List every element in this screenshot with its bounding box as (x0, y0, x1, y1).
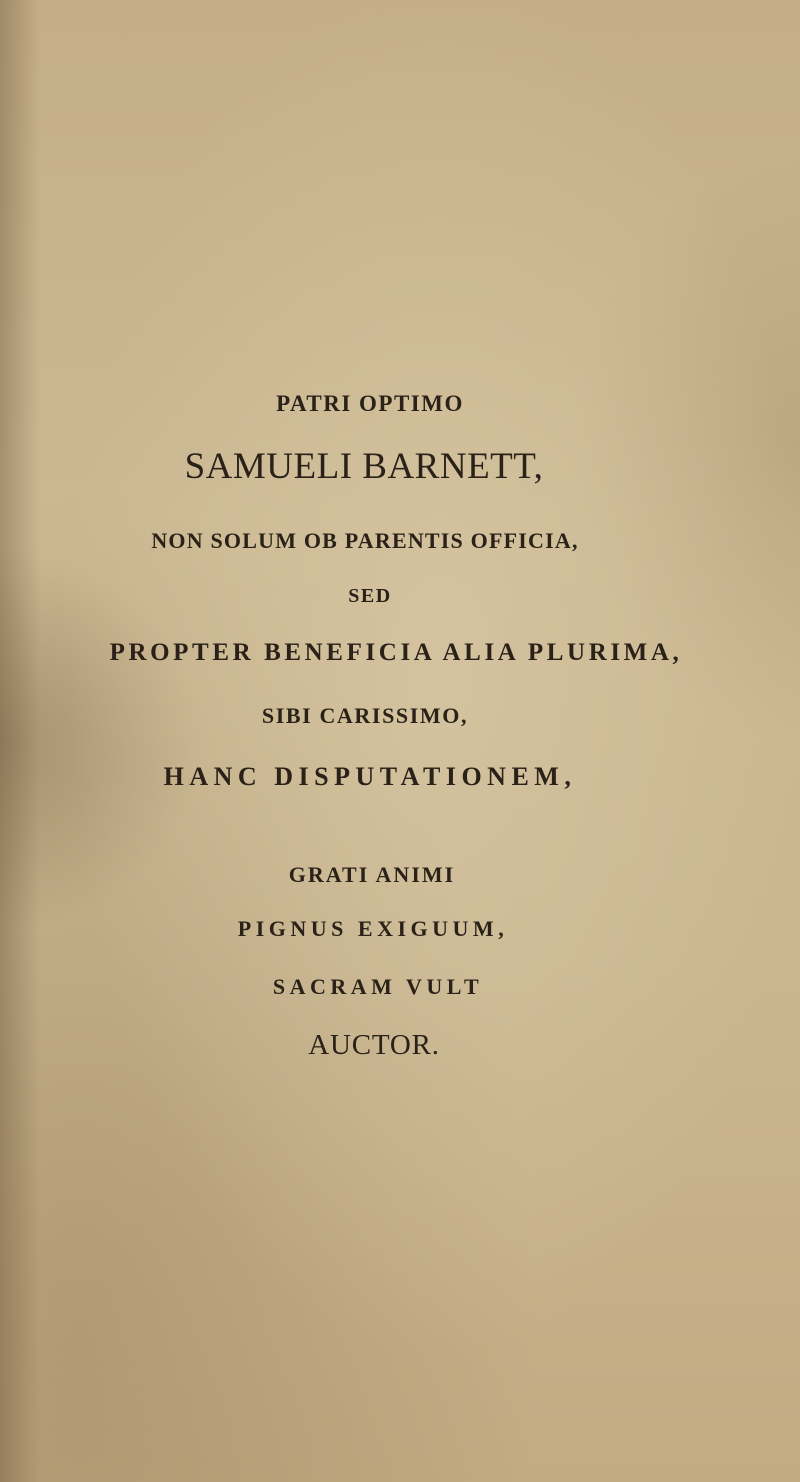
dedication-line-sacram-vult: SACRAM VULT (272, 974, 484, 999)
dedication-line-hanc-disputationem: HANC DISPUTATIONEM, (163, 762, 577, 791)
dedication-line-patri-optimo: PATRI OPTIMO (276, 391, 464, 416)
dedication-line-non-solum: NON SOLUM OB PARENTIS OFFICIA, (151, 528, 579, 553)
dedication-line-grati-animi: GRATI ANIMI (288, 862, 456, 887)
dedication-line-auctor: AUCTOR. (308, 1029, 440, 1061)
dedication-line-sed: SED (348, 585, 392, 607)
dedication-line-samueli-barnett: SAMUELI BARNETT, (184, 446, 544, 487)
page-edge-shadow (0, 0, 40, 1482)
dedication-line-propter-beneficia: PROPTER BENEFICIA ALIA PLURIMA, (109, 639, 683, 666)
dedication-line-sibi-carissimo: SIBI CARISSIMO, (261, 703, 469, 728)
dedication-line-pignus-exiguum: PIGNUS EXIGUUM, (237, 916, 509, 941)
